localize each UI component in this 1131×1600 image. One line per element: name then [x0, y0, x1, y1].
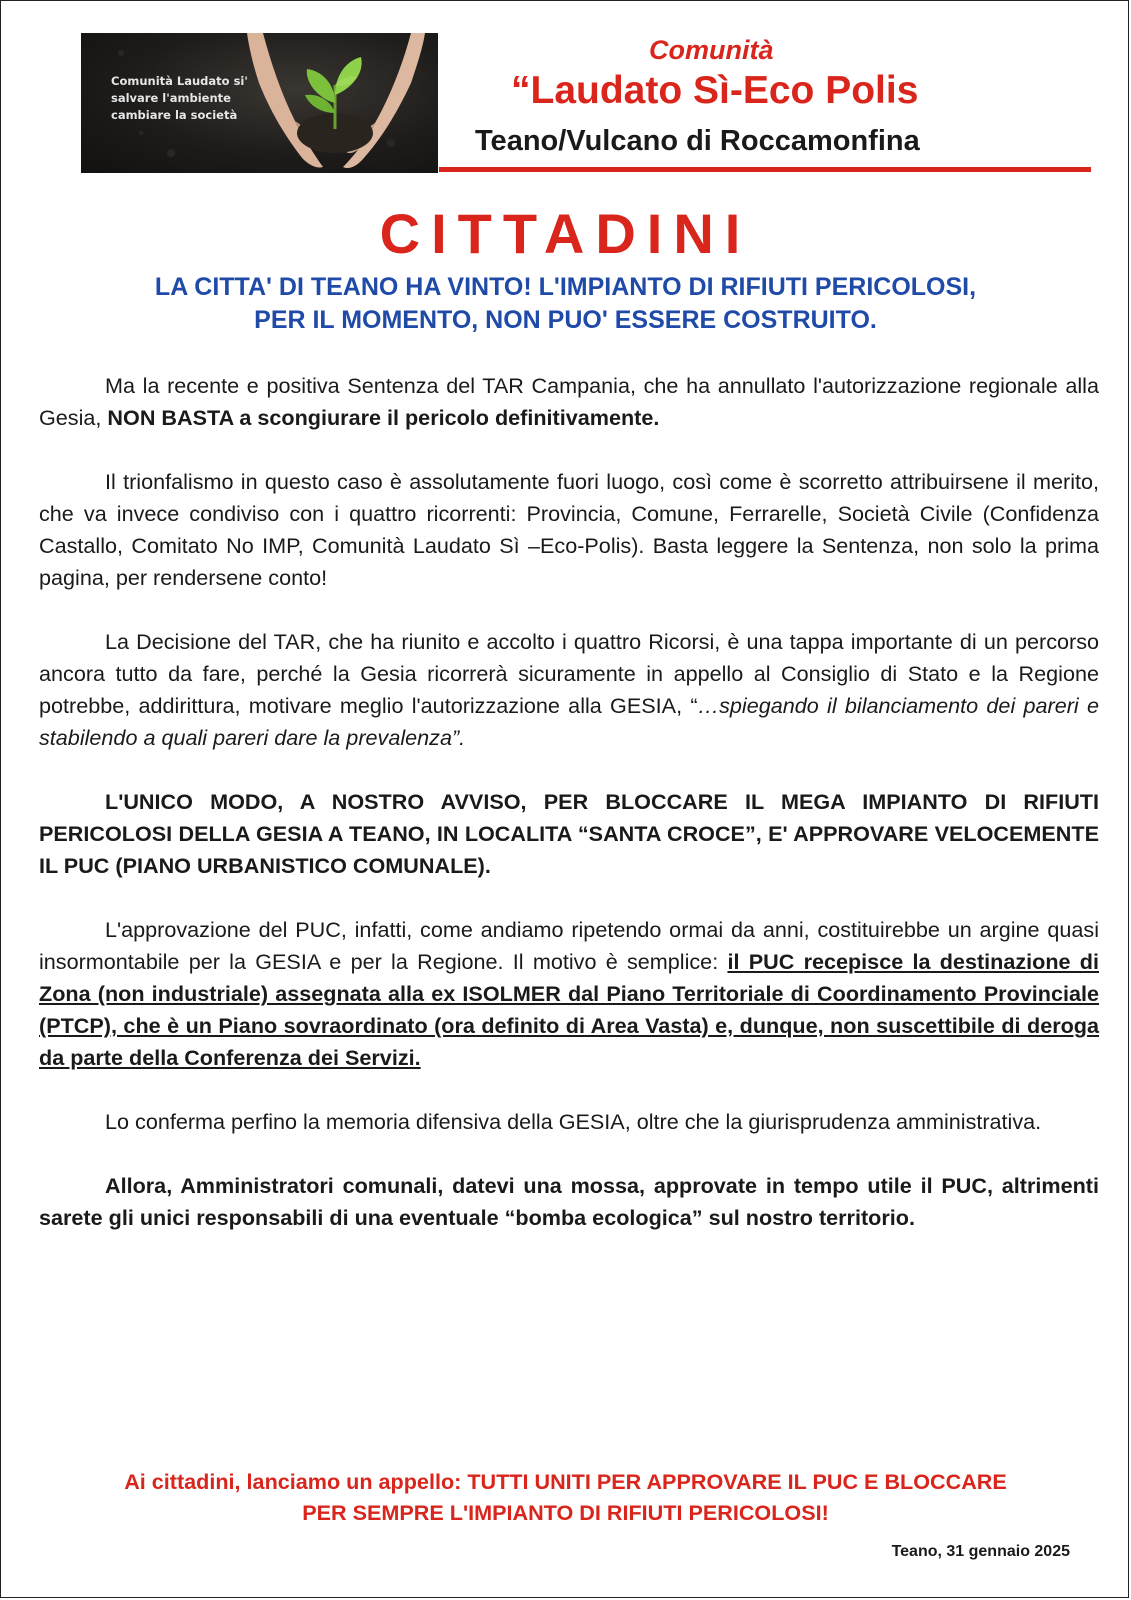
org-place: Teano/Vulcano di Roccamonfina: [475, 125, 920, 157]
page-title: CITTADINI: [379, 202, 752, 265]
appeal-line: Ai cittadini, lanciamo un appello: TUTTI UNITI PER APPROVARE IL PUC E BLOCCARE: [124, 1469, 1007, 1494]
logo-line: salvare l'ambiente: [111, 91, 231, 105]
paragraph-emphasis: NON BASTA a scongiurare il pericolo definitivamente.: [107, 405, 660, 430]
header: [81, 33, 1091, 173]
logo-line: cambiare la società: [111, 108, 238, 122]
subtitle: [31, 271, 1100, 337]
paragraph-text: L'approvazione del PUC, infatti, come andiamo ripetendo ormai da anni, costituirebbe un argine quasi insormontabile per la GESIA e per la Regione. Il motivo è semplice:: [39, 917, 1099, 974]
subtitle-line: PER IL MOMENTO, NON PUO' ESSERE COSTRUITO.: [254, 306, 877, 334]
appeal-line: PER SEMPRE L'IMPIANTO DI RIFIUTI PERICOLOSI!: [302, 1500, 829, 1525]
appeal: [31, 1466, 1100, 1528]
logo-image: [81, 33, 438, 173]
paragraph-4: L'UNICO MODO, A NOSTRO AVVISO, PER BLOCCARE IL MEGA IMPIANTO DI RIFIUTI PERICOLOSI DELLA GESIA A TEANO, IN LOCALITA “SANTA CROCE”, E' APPROVARE VELOCEMENTE IL PUC (PIANO URBANISTICO COMUNALE).: [39, 789, 1099, 878]
paragraph-3: [39, 626, 1099, 754]
logo-caption: [111, 73, 248, 124]
body-text: [39, 370, 1099, 1266]
header-divider: [439, 167, 1091, 172]
paragraph-6: Lo conferma perfino la memoria difensiva della GESIA, oltre che la giurisprudenza amministrativa.: [105, 1109, 1042, 1134]
paragraph-2: Il trionfalismo in questo caso è assolutamente fuori luogo, così come è scorretto attribuirsene il merito, che va invece condiviso con i quattro ricorrenti: Provincia, Comune, Ferrarelle, Società Civile (Confidenza Castallo, Comitato No IMP, Comunità Laudato Sì –Eco-Polis). Basta leggere la Sentenza, non solo la prima pagina, per rendersene conto!: [39, 469, 1099, 590]
date-line: Teano, 31 gennaio 2025: [891, 1543, 1070, 1560]
paragraph-7: Allora, Amministratori comunali, datevi una mossa, approvate in tempo utile il PUC, altrimenti sarete gli unici responsabili di una eventuale “bomba ecologica” sul nostro territorio.: [39, 1173, 1099, 1230]
paragraph-underlined: il PUC recepisce la destinazione di Zona (non industriale) assegnata alla ex ISOLMER dal Piano Territoriale di Coordinamento Provinciale (PTCP), che è un Piano sovraordinato (ora definito di Area Vasta) e, dunque, non suscettibile di deroga da parte della Conferenza dei Servizi.: [39, 949, 1099, 1070]
logo-line: Comunità Laudato si': [111, 74, 248, 88]
paragraph-quote: …spiegando il bilanciamento dei pareri e stabilendo a quali pareri dare la prevalenza”.: [39, 693, 1099, 750]
paragraph-1: [39, 370, 1099, 434]
org-name: “Laudato Sì-Eco Polis: [511, 69, 919, 112]
org-label: Comunità: [649, 35, 774, 65]
subtitle-line: LA CITTA' DI TEANO HA VINTO! L'IMPIANTO DI RIFIUTI PERICOLOSI,: [154, 273, 977, 301]
paragraph-text: La Decisione del TAR, che ha riunito e accolto i quattro Ricorsi, è una tappa importante di un percorso ancora tutto da fare, perché la Gesia ricorrerà sicuramente in appello al Consiglio di Stato e la Regione potrebbe, addirittura, motivare meglio l'autorizzazione alla GESIA, “: [39, 629, 1099, 718]
paragraph-5: [39, 914, 1099, 1074]
paragraph-text: Ma la recente e positiva Sentenza del TAR Campania, che ha annullato l'autorizzazione regionale alla Gesia,: [39, 373, 1099, 430]
